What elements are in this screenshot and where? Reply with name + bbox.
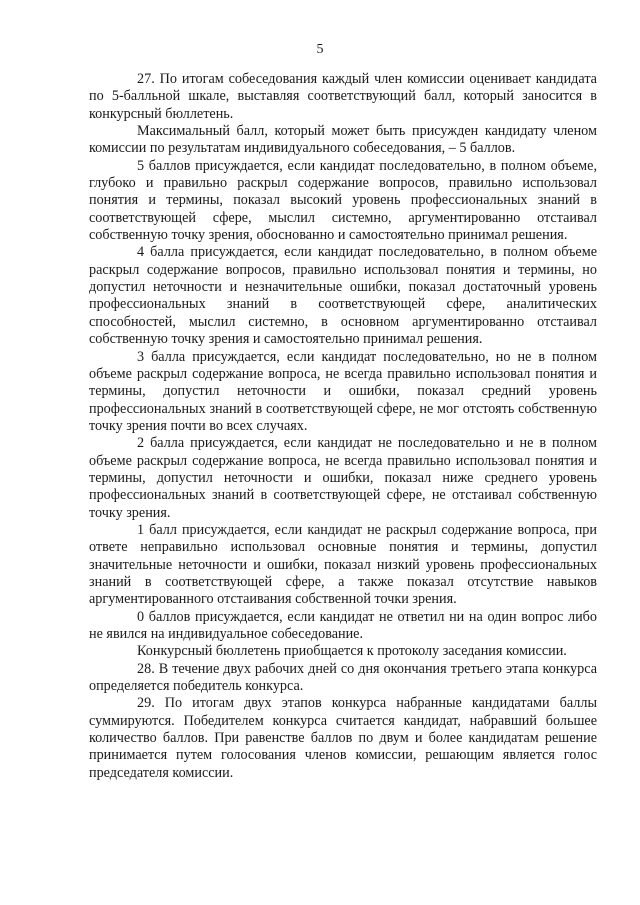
paragraph-score-5: 5 баллов присуждается, если кандидат последовательно, в полном объеме, глубоко и правильно раскрыл содержание вопросов, правильно использовал понятия и термины, показал высокий уровень профессиональных знаний в соответствующей сфере, мыслил системно, аргументированно отстаивал собственную точку зрения, обоснованно и самостоятельно принимал решения. xyxy=(89,157,597,244)
paragraph-max-score: Максимальный балл, который может быть присужден кандидату членом комиссии по результатам индивидуального собеседования, – 5 баллов. xyxy=(89,123,597,157)
paragraph-score-2: 2 балла присуждается, если кандидат не последовательно и не в полном объеме раскрыл содержание вопроса, не всегда правильно использовал понятия и термины, допустил неточности и ошибки, показал ниже среднего уровень профессиональных знаний в соответствующей сфере, не отстаивал собственную точку зрения. xyxy=(89,435,597,521)
paragraph-27: 27. По итогам собеседования каждый член комиссии оценивает кандидата по 5-балльной шкале, выставляя соответствующий балл, который заносится в конкурсный бюллетень. xyxy=(89,71,597,122)
paragraph-score-1: 1 балл присуждается, если кандидат не раскрыл содержание вопроса, при ответе неправильно использовал основные понятия и термины, допустил значительные неточности и ошибки, показал низкий уровень профессиональных знаний в соответствующей сфере, а также показал отсутствие навыков аргументированного отстаивания собственной точки зрения. xyxy=(89,521,597,608)
paragraph-score-4: 4 балла присуждается, если кандидат последовательно, в полном объеме раскрыл содержание вопросов, правильно использовал понятия и термины, но допустил неточности и незначительные ошибки, показал достаточный уровень профессиональных знаний в соответствующей сфере, аналитических способностей, мыслил системно, в основном аргументированно отстаивал собственную точку зрения и самостоятельно принимал решения. xyxy=(89,244,597,348)
paragraph-29: 29. По итогам двух этапов конкурса набранные кандидатами баллы суммируются. Победителем конкурса считается кандидат, набравший большее количество баллов. При равенстве баллов по двум и более кандидатам решение принимается путем голосования членов комиссии, решающим является голос председателя комиссии. xyxy=(89,695,597,781)
paragraph-28: 28. В течение двух рабочих дней со дня окончания третьего этапа конкурса определяется победитель конкурса. xyxy=(89,660,597,695)
document-body xyxy=(89,71,597,782)
paragraph-score-0: 0 баллов присуждается, если кандидат не ответил ни на один вопрос либо не явился на индивидуальное собеседование. xyxy=(89,608,597,642)
paragraph-score-3: 3 балла присуждается, если кандидат последовательно, но не в полном объеме раскрыл содержание вопроса, не всегда правильно использовал понятия и термины, допустил неточности и ошибки, показал средний уровень профессиональных знаний в соответствующей сфере, не мог отстоять собственную точку зрения почти во всех случаях. xyxy=(89,348,597,434)
paragraph-ballot: Конкурсный бюллетень приобщается к протоколу заседания комиссии. xyxy=(137,643,567,660)
page-number: 5 xyxy=(316,42,324,57)
